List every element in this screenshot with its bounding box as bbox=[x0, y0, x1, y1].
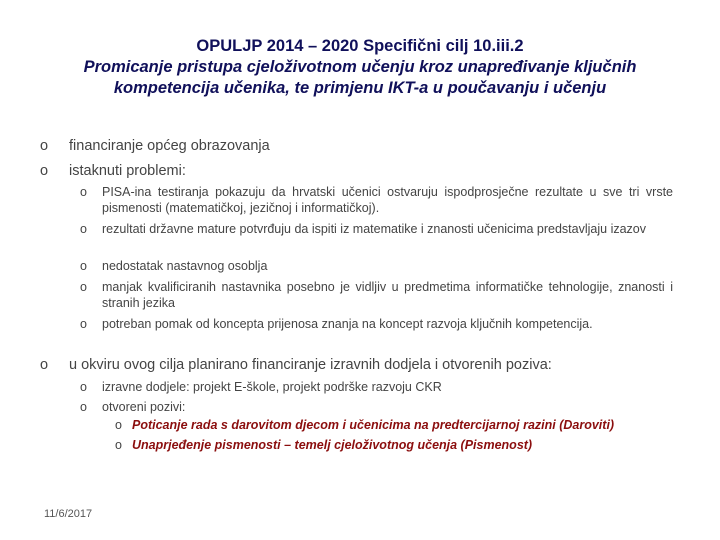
bullet-icon: o bbox=[80, 259, 87, 273]
slide-date: 11/6/2017 bbox=[44, 508, 93, 520]
bullet-icon: o bbox=[40, 357, 49, 373]
slide-title bbox=[0, 36, 720, 99]
title-line-1: OPULJP 2014 – 2020 Specifični cilj 10.iii.2 bbox=[196, 37, 524, 55]
bullet-icon: o bbox=[40, 138, 49, 154]
bullet-icon: o bbox=[80, 400, 87, 414]
problem-item: o PISA-ina testiranja pokazuju da hrvatski učenici ostvaruju ispodprosječne rezultate u sve tri vrste pismenosti (matematičkoj, jezičnoj i informatičkoj). bbox=[80, 185, 673, 215]
bullet-icon: o bbox=[80, 185, 87, 199]
bullet-icon: o bbox=[80, 280, 87, 294]
bullet-icon: o bbox=[115, 418, 122, 432]
bullet-icon: o bbox=[80, 222, 87, 236]
problem-item: o manjak kvalificiranih nastavnika posebno je vidljiv u predmetima informatičke tehnologije, znanosti i stranih jezika bbox=[80, 280, 673, 310]
funding-item: o izravne dodjele: projekt E-škole, projekt podrške razvoju CKR bbox=[80, 380, 442, 394]
title-line-3: kompetencija učenika, te primjenu IKT-a u poučavanju i učenju bbox=[113, 79, 607, 97]
bullet-icon: o bbox=[80, 380, 87, 394]
problem-item: o nedostatak nastavnog osoblja bbox=[80, 259, 268, 273]
funding-item: o otvoreni pozivi: bbox=[80, 400, 186, 414]
title-line-2: Promicanje pristupa cjeloživotnom učenju kroz unapređivanje ključnih bbox=[83, 58, 637, 76]
problem-item: o potreban pomak od koncepta prijenosa znanja na koncept razvoja ključnih kompetencija. bbox=[80, 317, 593, 331]
bullet-icon: o bbox=[40, 163, 49, 179]
bullet-icon: o bbox=[115, 438, 122, 452]
bullet-icon: o bbox=[80, 317, 87, 331]
problem-item: o rezultati državne mature potvrđuju da ispiti iz matematike i znanosti učenicima predstavljaju izazov bbox=[80, 222, 647, 236]
